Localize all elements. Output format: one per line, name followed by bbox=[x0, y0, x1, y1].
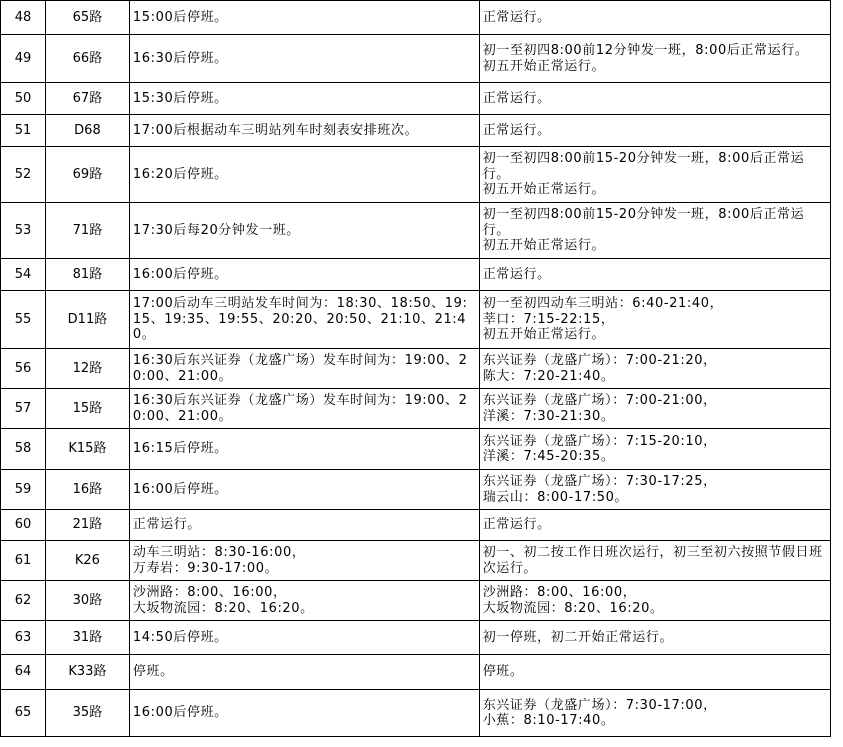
holiday-schedule: 正常运行。 bbox=[479, 1, 831, 35]
right-gap bbox=[831, 621, 843, 655]
route-name: 71路 bbox=[45, 203, 129, 259]
row-number: 64 bbox=[1, 655, 46, 690]
eve-schedule: 15:30后停班。 bbox=[129, 83, 479, 115]
holiday-schedule: 东兴证券（龙盛广场）：7:30-17:25， 瑞云山：8:00-17:50。 bbox=[479, 470, 831, 510]
right-gap bbox=[831, 83, 843, 115]
row-number: 63 bbox=[1, 621, 46, 655]
route-name: 67路 bbox=[45, 83, 129, 115]
route-name: D11路 bbox=[45, 291, 129, 349]
row-number: 57 bbox=[1, 389, 46, 429]
route-name: 35路 bbox=[45, 690, 129, 737]
row-number: 61 bbox=[1, 541, 46, 581]
table-row bbox=[1, 1, 843, 35]
table-row bbox=[1, 541, 843, 581]
holiday-schedule: 东兴证券（龙盛广场）：7:00-21:00， 洋溪：7:30-21:30。 bbox=[479, 389, 831, 429]
right-gap bbox=[831, 259, 843, 291]
route-name: 21路 bbox=[45, 510, 129, 541]
table-row bbox=[1, 690, 843, 737]
eve-schedule: 17:00后根据动车三明站列车时刻表安排班次。 bbox=[129, 115, 479, 147]
holiday-schedule: 东兴证券（龙盛广场）：7:30-17:00， 小蕉：8:10-17:40。 bbox=[479, 690, 831, 737]
route-name: 30路 bbox=[45, 581, 129, 621]
row-number: 53 bbox=[1, 203, 46, 259]
row-number: 56 bbox=[1, 349, 46, 389]
row-number: 62 bbox=[1, 581, 46, 621]
row-number: 49 bbox=[1, 35, 46, 83]
eve-schedule: 16:00后停班。 bbox=[129, 259, 479, 291]
table-row bbox=[1, 259, 843, 291]
row-number: 54 bbox=[1, 259, 46, 291]
table-row bbox=[1, 655, 843, 690]
route-name: 65路 bbox=[45, 1, 129, 35]
row-number: 52 bbox=[1, 147, 46, 203]
right-gap bbox=[831, 291, 843, 349]
route-name: 66路 bbox=[45, 35, 129, 83]
route-name: 16路 bbox=[45, 470, 129, 510]
table-row bbox=[1, 510, 843, 541]
right-gap bbox=[831, 581, 843, 621]
holiday-schedule: 东兴证券（龙盛广场）：7:00-21:20， 陈大：7:20-21:40。 bbox=[479, 349, 831, 389]
holiday-schedule: 正常运行。 bbox=[479, 259, 831, 291]
eve-schedule: 16:00后停班。 bbox=[129, 470, 479, 510]
holiday-schedule: 初一停班，初二开始正常运行。 bbox=[479, 621, 831, 655]
eve-schedule: 15:00后停班。 bbox=[129, 1, 479, 35]
holiday-schedule: 初一至初四8:00前15-20分钟发一班，8:00后正常运行。 初五开始正常运行。 bbox=[479, 147, 831, 203]
eve-schedule: 14:50后停班。 bbox=[129, 621, 479, 655]
eve-schedule: 16:00后停班。 bbox=[129, 690, 479, 737]
right-gap bbox=[831, 690, 843, 737]
row-number: 65 bbox=[1, 690, 46, 737]
holiday-schedule: 初一至初四8:00前12分钟发一班，8:00后正常运行。 初五开始正常运行。 bbox=[479, 35, 831, 83]
table-row bbox=[1, 621, 843, 655]
eve-schedule: 停班。 bbox=[129, 655, 479, 690]
route-name: K33路 bbox=[45, 655, 129, 690]
right-gap bbox=[831, 541, 843, 581]
right-gap bbox=[831, 655, 843, 690]
route-name: D68 bbox=[45, 115, 129, 147]
route-name: 69路 bbox=[45, 147, 129, 203]
table-row bbox=[1, 203, 843, 259]
right-gap bbox=[831, 429, 843, 470]
holiday-schedule: 正常运行。 bbox=[479, 510, 831, 541]
right-gap bbox=[831, 510, 843, 541]
route-name: 15路 bbox=[45, 389, 129, 429]
table-row bbox=[1, 429, 843, 470]
holiday-schedule: 东兴证券（龙盛广场）：7:15-20:10， 洋溪：7:45-20:35。 bbox=[479, 429, 831, 470]
eve-schedule: 16:15后停班。 bbox=[129, 429, 479, 470]
eve-schedule: 16:20后停班。 bbox=[129, 147, 479, 203]
eve-schedule: 16:30后停班。 bbox=[129, 35, 479, 83]
table-row bbox=[1, 581, 843, 621]
right-gap bbox=[831, 1, 843, 35]
right-gap bbox=[831, 115, 843, 147]
eve-schedule: 沙洲路：8:00、16:00， 大坂物流园：8:20、16:20。 bbox=[129, 581, 479, 621]
row-number: 58 bbox=[1, 429, 46, 470]
row-number: 55 bbox=[1, 291, 46, 349]
table-row bbox=[1, 115, 843, 147]
table-row bbox=[1, 470, 843, 510]
right-gap bbox=[831, 35, 843, 83]
route-name: K15路 bbox=[45, 429, 129, 470]
eve-schedule: 正常运行。 bbox=[129, 510, 479, 541]
table-row bbox=[1, 349, 843, 389]
table-row bbox=[1, 389, 843, 429]
route-name: K26 bbox=[45, 541, 129, 581]
table-row bbox=[1, 35, 843, 83]
right-gap bbox=[831, 470, 843, 510]
holiday-schedule: 沙洲路：8:00、16:00， 大坂物流园：8:20、16:20。 bbox=[479, 581, 831, 621]
holiday-schedule: 初一至初四8:00前15-20分钟发一班，8:00后正常运行。 初五开始正常运行。 bbox=[479, 203, 831, 259]
holiday-schedule: 初一至初四动车三明站：6:40-21:40， 莘口：7:15-22:15， 初五开始正常运行。 bbox=[479, 291, 831, 349]
row-number: 51 bbox=[1, 115, 46, 147]
right-gap bbox=[831, 203, 843, 259]
row-number: 48 bbox=[1, 1, 46, 35]
holiday-schedule: 正常运行。 bbox=[479, 115, 831, 147]
eve-schedule: 17:30后每20分钟发一班。 bbox=[129, 203, 479, 259]
right-gap bbox=[831, 349, 843, 389]
route-name: 31路 bbox=[45, 621, 129, 655]
eve-schedule: 16:30后东兴证券（龙盛广场）发车时间为：19:00、20:00、21:00。 bbox=[129, 349, 479, 389]
row-number: 50 bbox=[1, 83, 46, 115]
holiday-schedule: 停班。 bbox=[479, 655, 831, 690]
route-name: 81路 bbox=[45, 259, 129, 291]
table-row bbox=[1, 147, 843, 203]
holiday-schedule: 正常运行。 bbox=[479, 83, 831, 115]
eve-schedule: 16:30后东兴证券（龙盛广场）发车时间为：19:00、20:00、21:00。 bbox=[129, 389, 479, 429]
row-number: 59 bbox=[1, 470, 46, 510]
table-row bbox=[1, 291, 843, 349]
eve-schedule: 17:00后动车三明站发车时间为：18:30、18:50、19:15、19:35、19:55、20:20、20:50、21:10、21:40。 bbox=[129, 291, 479, 349]
row-number: 60 bbox=[1, 510, 46, 541]
right-gap bbox=[831, 147, 843, 203]
eve-schedule: 动车三明站：8:30-16:00， 万寿岩：9:30-17:00。 bbox=[129, 541, 479, 581]
route-name: 12路 bbox=[45, 349, 129, 389]
table-body bbox=[1, 1, 843, 737]
table-row bbox=[1, 83, 843, 115]
right-gap bbox=[831, 389, 843, 429]
holiday-schedule: 初一、初二按工作日班次运行，初三至初六按照节假日班次运行。 bbox=[479, 541, 831, 581]
